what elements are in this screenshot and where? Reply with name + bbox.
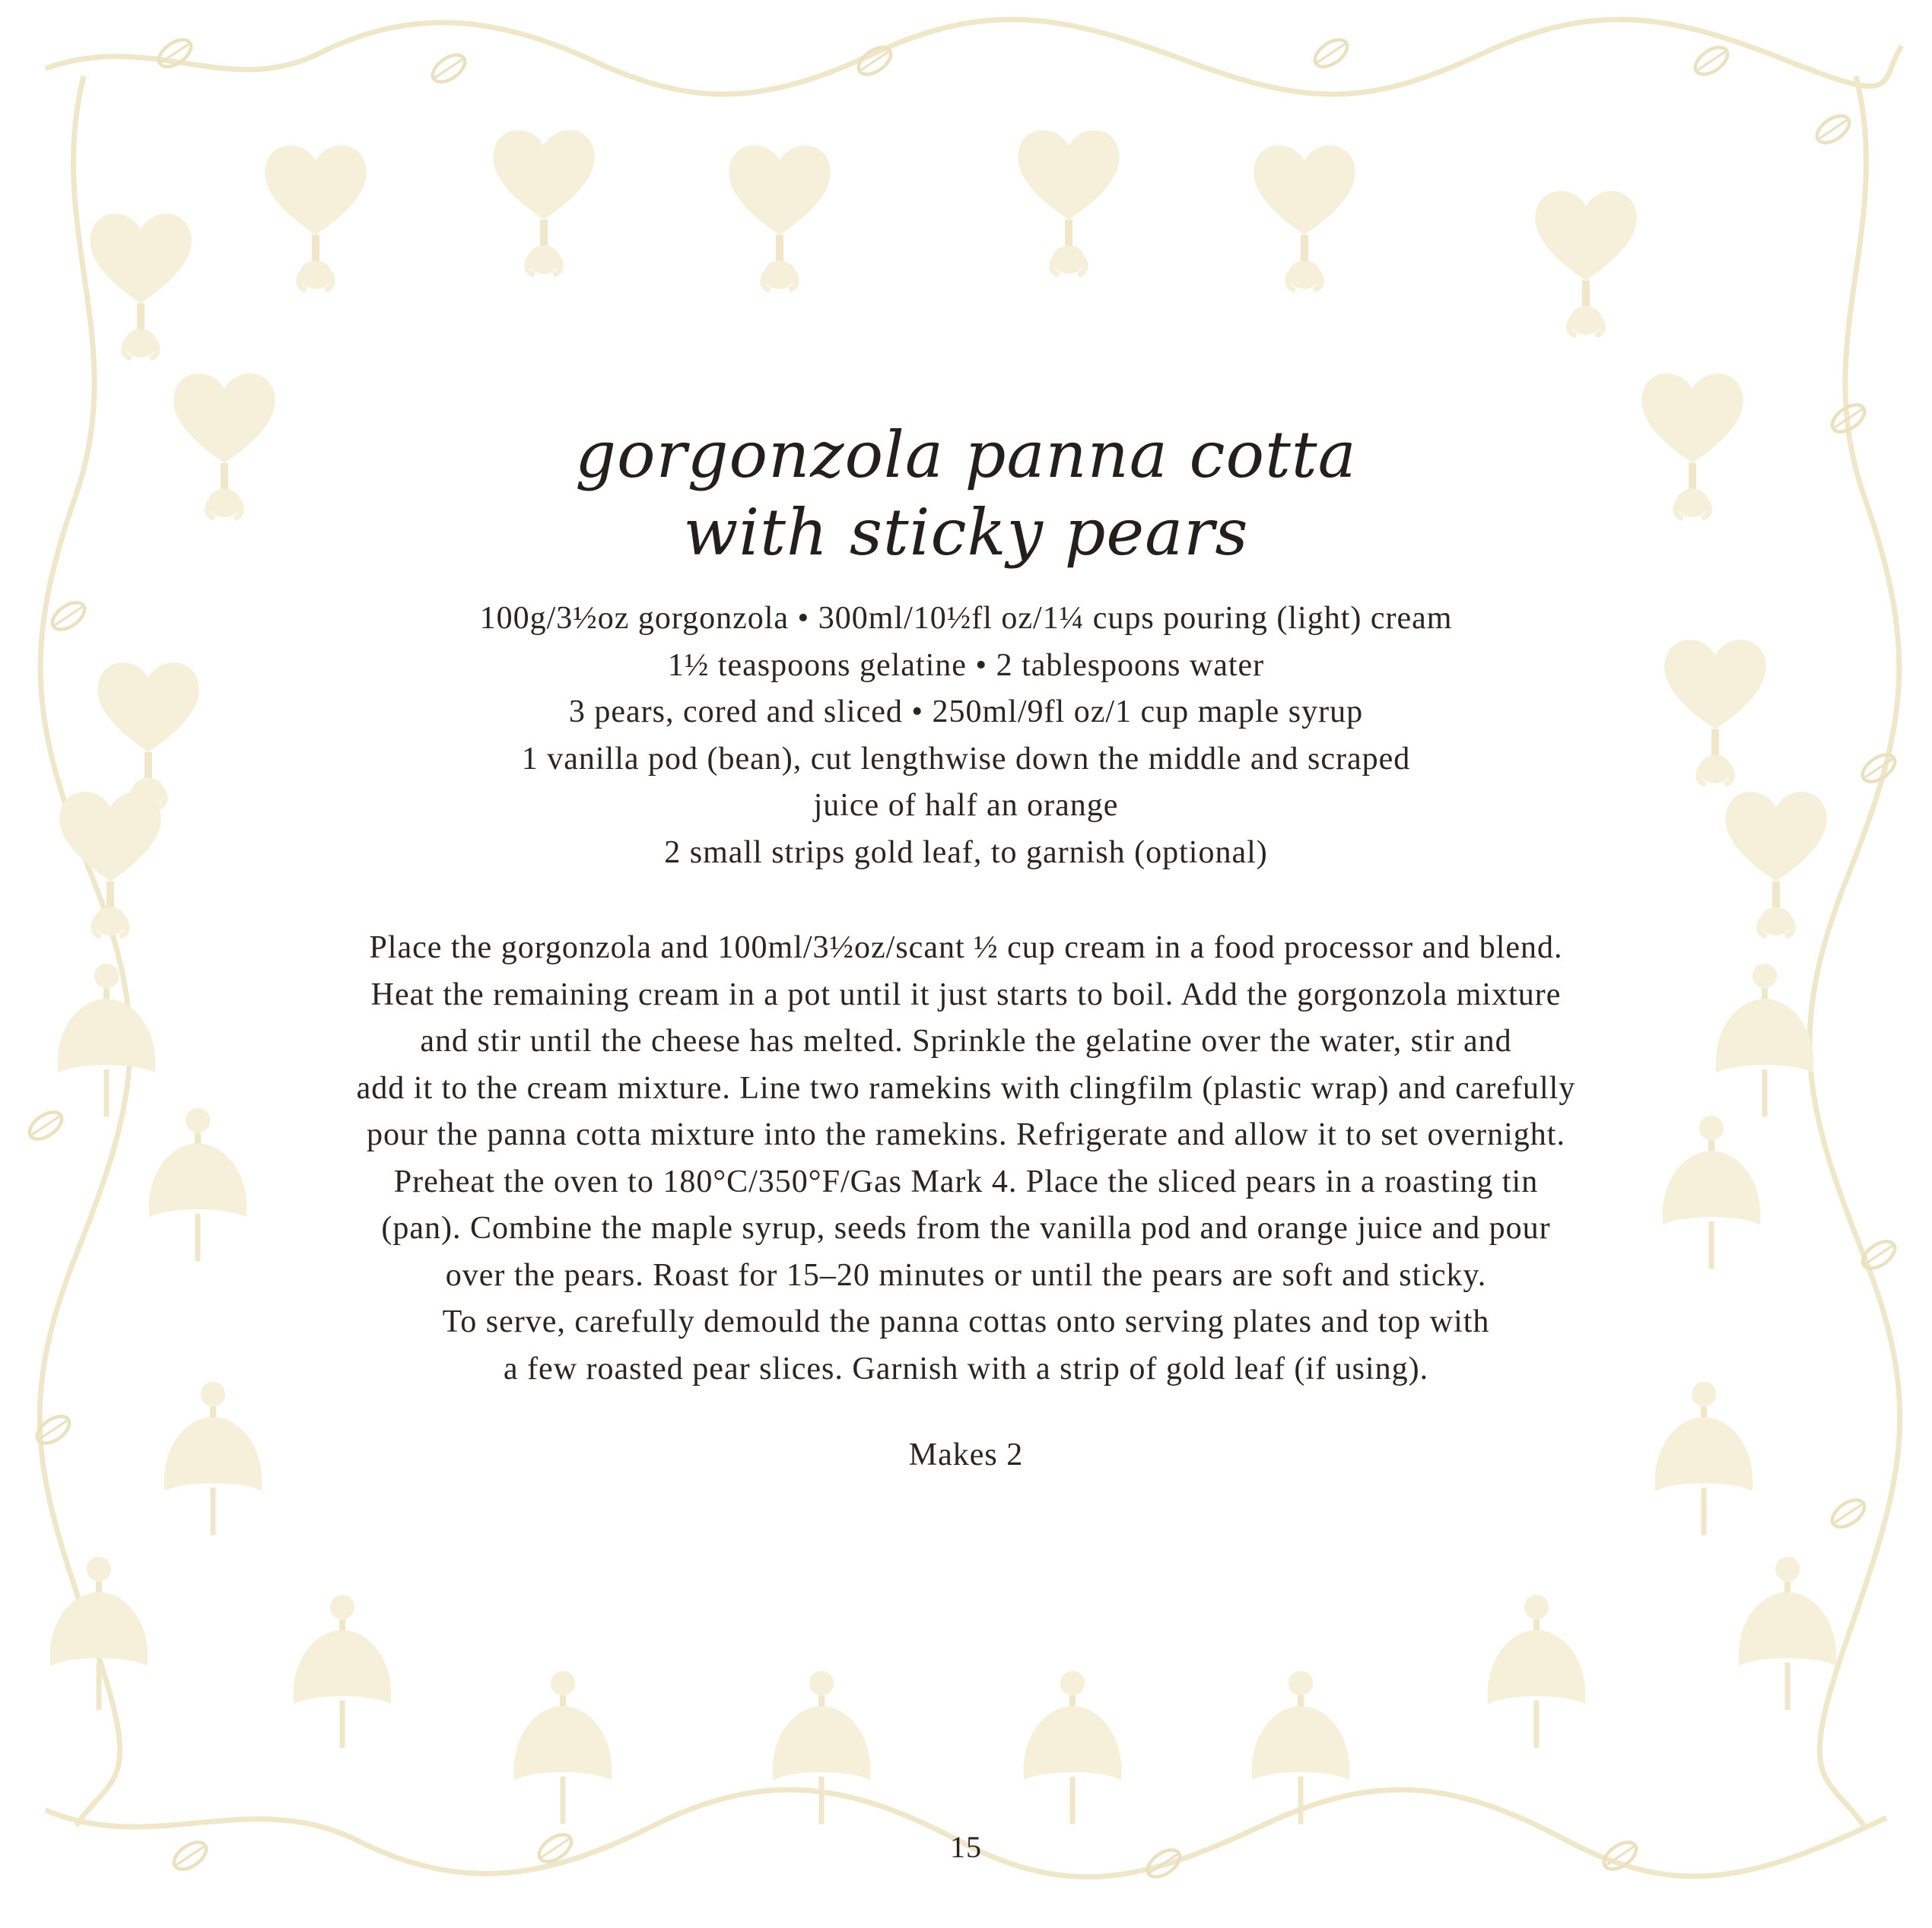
method-line: over the pears. Roast for 15–20 minutes or until the pears are soft and sticky. bbox=[445, 1257, 1487, 1293]
ingredient-line: juice of half an orange bbox=[813, 788, 1119, 823]
method-line: pour the panna cotta mixture into the ramekins. Refrigerate and allow it to set overnight. bbox=[367, 1117, 1565, 1152]
method-line: add it to the cream mixture. Line two ramekins with clingfilm (plastic wrap) and carefully bbox=[356, 1070, 1576, 1106]
method-line: a few roasted pear slices. Garnish with a strip of gold leaf (if using). bbox=[503, 1351, 1429, 1386]
ingredient-line: 100g/3½oz gorgonzola • 300ml/10½fl oz/1¼ cups pouring (light) cream bbox=[479, 601, 1453, 636]
method-line: Place the gorgonzola and 100ml/3½oz/scant ½ cup cream in a food processor and blend. bbox=[369, 930, 1563, 965]
ingredient-line: 2 small strips gold leaf, to garnish (optional) bbox=[664, 834, 1268, 870]
method-line: Heat the remaining cream in a pot until it just starts to boil. Add the gorgonzola mixture bbox=[370, 977, 1562, 1012]
method-line: and stir until the cheese has melted. Sprinkle the gelatine over the water, stir and bbox=[420, 1024, 1512, 1059]
method-line: To serve, carefully demould the panna cottas onto serving plates and top with bbox=[442, 1304, 1490, 1339]
recipe-title-line-2: with sticky pears bbox=[683, 495, 1249, 570]
ingredients-list bbox=[0, 596, 1932, 876]
page-number: 15 bbox=[950, 1830, 982, 1864]
ingredient-line: 3 pears, cored and sliced • 250ml/9fl oz/1 cup maple syrup bbox=[568, 694, 1364, 729]
recipe-title-line-1: gorgonzola panna cotta bbox=[575, 418, 1357, 492]
method-paragraph bbox=[0, 925, 1932, 1393]
ingredient-line: 1 vanilla pod (bean), cut lengthwise down the middle and scraped bbox=[521, 741, 1411, 777]
method-line: Preheat the oven to 180°C/350°F/Gas Mark 4. Place the sliced pears in a roasting tin bbox=[393, 1164, 1539, 1199]
method-line: (pan). Combine the maple syrup, seeds from the vanilla pod and orange juice and pour bbox=[381, 1211, 1551, 1246]
recipe-yield: Makes 2 bbox=[908, 1437, 1024, 1472]
ingredient-line: 1½ teaspoons gelatine • 2 tablespoons water bbox=[667, 647, 1265, 683]
